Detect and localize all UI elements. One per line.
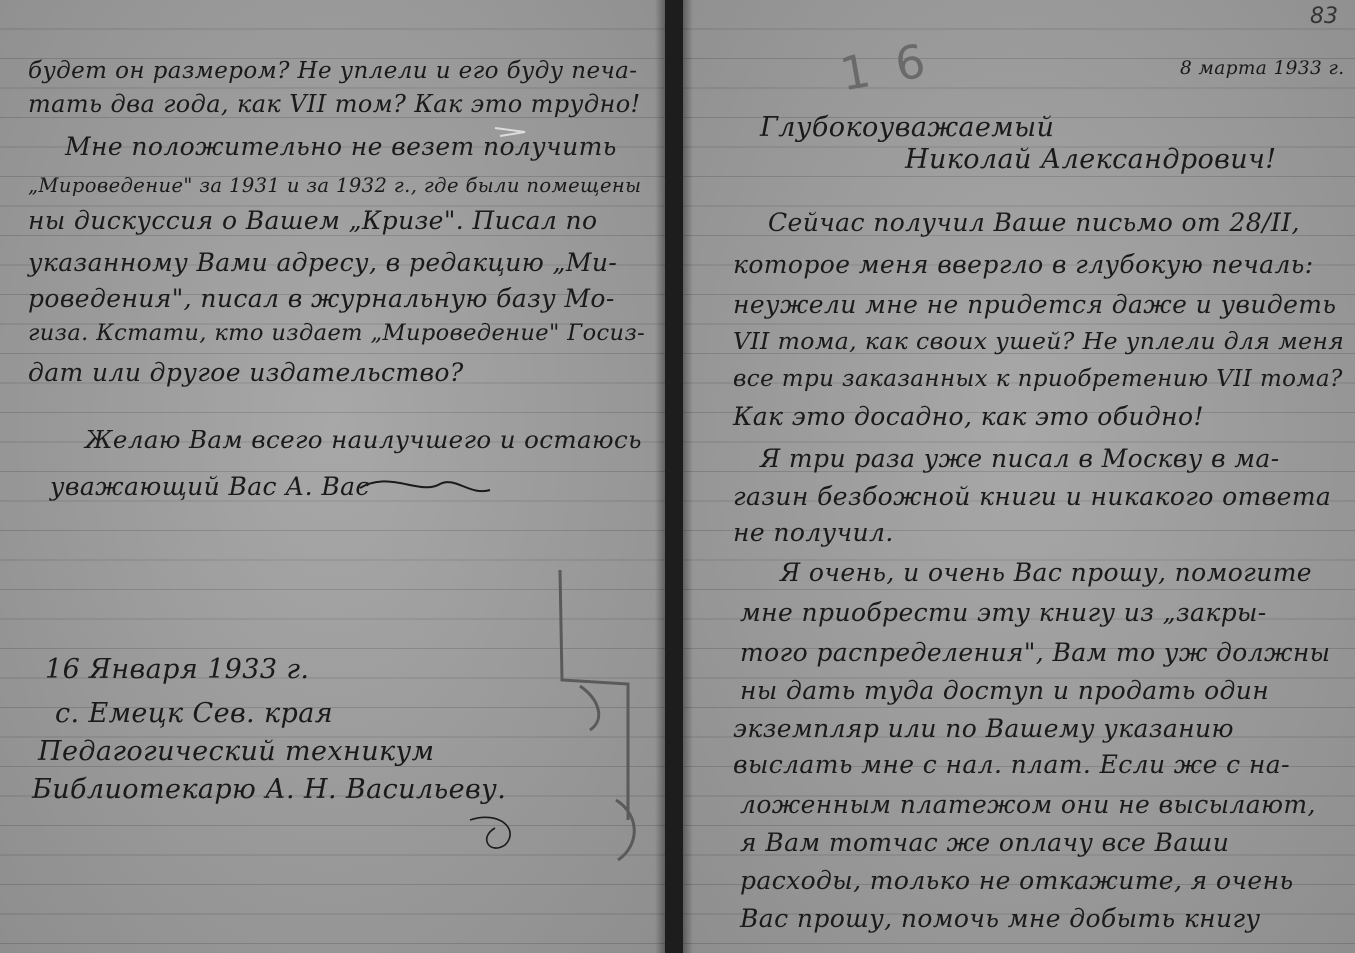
letter-line: Мне положительно не везет получить: [65, 132, 617, 161]
folio-number: 83: [1310, 4, 1338, 29]
letter-line: ны дать туда доступ и продать один: [740, 676, 1270, 705]
signature-flourish: [360, 481, 490, 491]
signature-line: уважающий Вас А. Вас: [50, 472, 370, 501]
closing-line: Желаю Вам всего наилучшего и остаюсь: [85, 425, 642, 454]
return-address-line: Педагогический техникум: [38, 736, 435, 767]
archive-mark: 1 6: [836, 32, 936, 102]
letter-line: Я три раза уже писал в Москву в ма-: [760, 444, 1280, 473]
letter-line: газин безбожной книги и никакого ответа: [733, 482, 1332, 511]
letter-line: расходы, только не откажите, я очень: [740, 866, 1294, 895]
letter-line: ны дискуссия о Вашем „Кризе". Писал по: [28, 206, 598, 235]
letter-line: дат или другое издательство?: [28, 358, 464, 387]
letter-line: Я очень, и очень Вас прошу, помогите: [780, 558, 1313, 587]
letter-line: не получил.: [733, 518, 894, 547]
letter-line: Сейчас получил Ваше письмо от 28/II,: [768, 208, 1300, 237]
left-page: [0, 0, 665, 953]
letter-line: мне приобрести эту книгу из „закры-: [740, 598, 1267, 627]
letter-line: того распределения", Вам то уж должны: [740, 638, 1331, 667]
letter-line: Вас прошу, помочь мне добыть книгу: [740, 904, 1261, 933]
return-address-line: с. Емецк Сев. края: [55, 698, 334, 729]
letter-line: ложенным платежом они не высылают,: [740, 790, 1316, 819]
letter-line: „Мироведение" за 1931 и за 1932 г., где были помещены: [28, 174, 642, 197]
letter-line: Как это досадно, как это обидно!: [733, 402, 1204, 431]
letter-line: тать два года, как VII том? Как это трудно!: [28, 90, 641, 118]
letter-line: будет он размером? Не уплели и его буду печа-: [28, 58, 638, 84]
left-page-marks: [0, 0, 665, 953]
letter-line: выслать мне с нал. плат. Если же с на-: [733, 750, 1290, 779]
letter-line: экземпляр или по Вашему указанию: [733, 714, 1234, 743]
address-flourish: [470, 817, 510, 848]
salutation-line: Глубокоуважаемый: [760, 112, 1055, 143]
pencil-stroke: [495, 128, 525, 136]
letter-line: гиза. Кстати, кто издает „Мироведение" Госиз-: [28, 320, 646, 346]
pencil-bracket: [560, 570, 634, 860]
letter-line: все три заказанных к приобретению VII тома?: [733, 366, 1343, 392]
letter-line: которое меня ввергло в глубокую печаль:: [733, 250, 1314, 279]
letter-line: роведения", писал в журнальную базу Мо-: [28, 284, 615, 313]
letter-line: я Вам тотчас же оплачу все Ваши: [740, 828, 1230, 857]
salutation-line: Николай Александрович!: [905, 144, 1277, 175]
return-address-date: 16 Января 1933 г.: [45, 654, 310, 685]
letter-date: 8 марта 1933 г.: [1180, 58, 1345, 79]
letter-line: неужели мне не придется даже и увидеть: [733, 290, 1337, 319]
letter-line: указанному Вами адресу, в редакцию „Ми-: [28, 248, 618, 277]
return-address-line: Библиотекарю А. Н. Васильеву.: [32, 774, 507, 805]
letter-line: VII тома, как своих ушей? Не уплели для меня: [733, 327, 1345, 355]
